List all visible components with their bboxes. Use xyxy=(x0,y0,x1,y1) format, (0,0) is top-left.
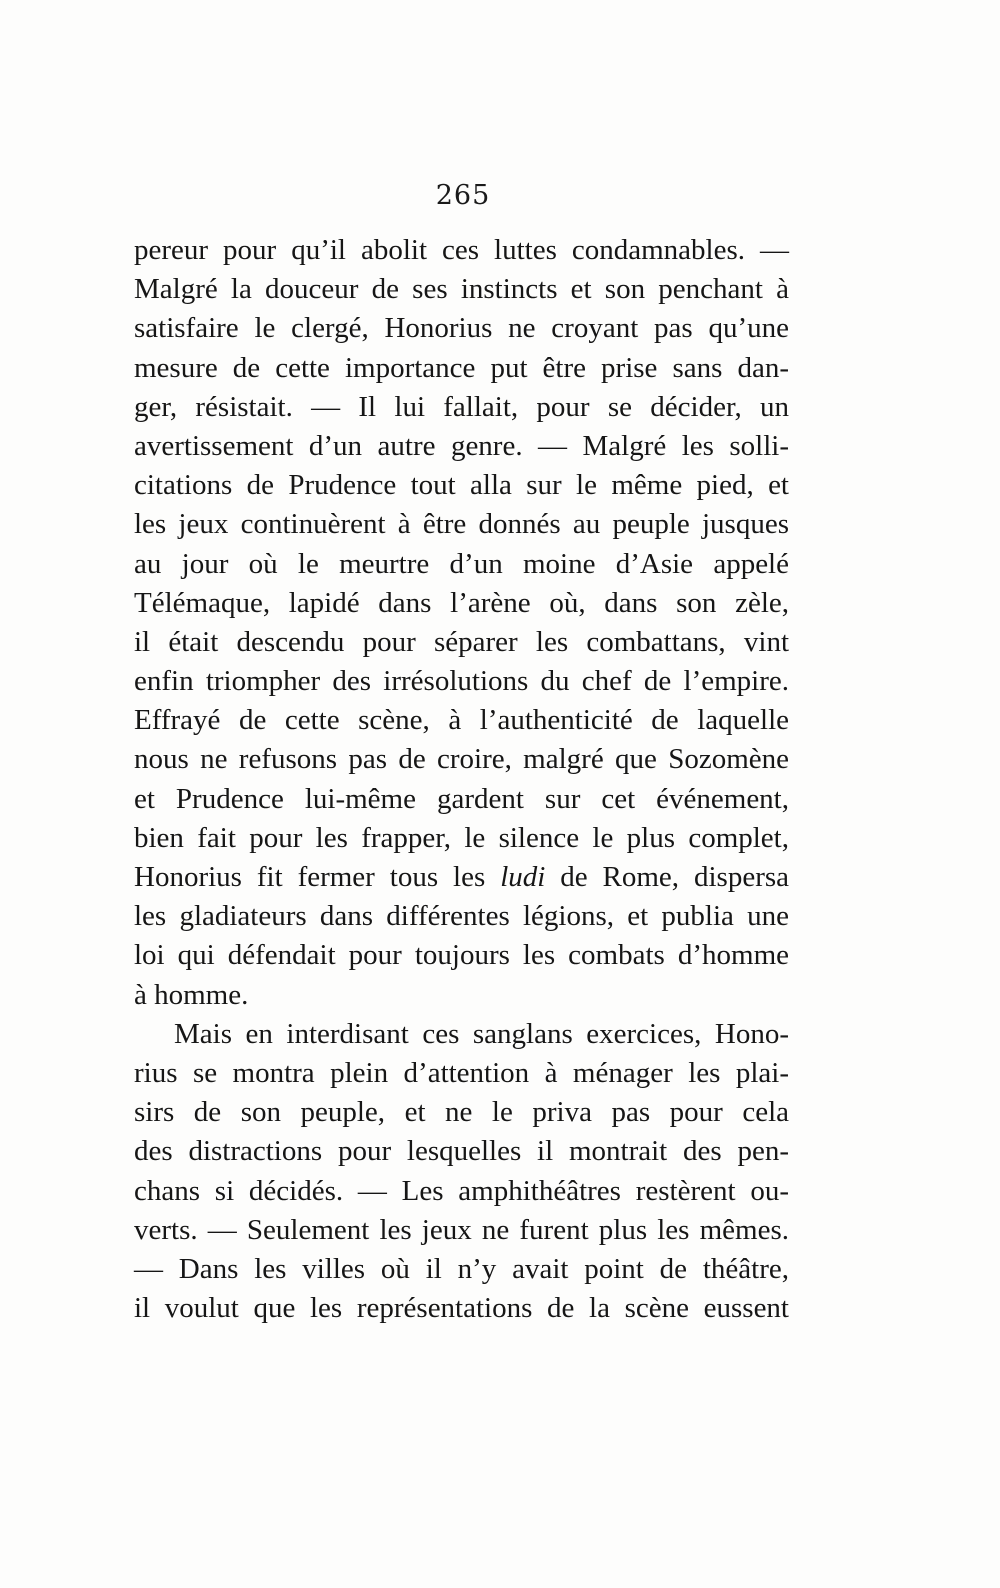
text-line: il voulut que les représentations de la scène eussent xyxy=(134,1292,789,1325)
text-line: loi qui défendait pour toujours les combats d’homme xyxy=(134,939,789,972)
body-text xyxy=(134,231,789,1328)
text-line: satisfaire le clergé, Honorius ne croyant pas qu’une xyxy=(134,312,789,345)
text-line: avertissement d’un autre genre. — Malgré les solli- xyxy=(134,429,789,462)
text-line: nous ne refusons pas de croire, malgré que Sozomène xyxy=(134,743,789,776)
text-line: mesure de cette importance put être prise sans dan- xyxy=(134,351,789,384)
text-line: citations de Prudence tout alla sur le même pied, et xyxy=(134,469,789,502)
text-line: Malgré la douceur de ses instincts et son penchant à xyxy=(134,273,789,306)
text-line: verts. — Seulement les jeux ne furent plus les mêmes. xyxy=(134,1213,789,1246)
italic-word: ludi xyxy=(500,861,546,893)
text-line: à homme. xyxy=(134,978,249,1011)
text-line: et Prudence lui-même gardent sur cet événement, xyxy=(134,782,789,815)
text-line: — Dans les villes où il n’y avait point de théâtre, xyxy=(134,1252,789,1285)
text-line: les jeux continuèrent à être donnés au peuple jusques xyxy=(134,508,789,541)
text-line: les gladiateurs dans différentes légions, et publia une xyxy=(134,900,789,933)
text-line: au jour où le meurtre d’un moine d’Asie appelé xyxy=(134,547,789,580)
text-line: chans si décidés. — Les amphithéâtres restèrent ou- xyxy=(134,1174,789,1207)
text-line: il était descendu pour séparer les combattans, vint xyxy=(134,625,789,658)
page-number: 265 xyxy=(435,180,491,211)
text-line: pereur pour qu’il abolit ces luttes condamnables. — xyxy=(134,234,789,266)
text-line: Télémaque, lapidé dans l’arène où, dans son zèle, xyxy=(134,586,789,619)
text-line: ger, résistait. — Il lui fallait, pour se décider, un xyxy=(134,390,789,423)
text-line xyxy=(134,858,789,897)
text-line: rius se montra plein d’attention à ménager les plai- xyxy=(134,1056,789,1089)
text-line: Effrayé de cette scène, à l’authenticité de laquelle xyxy=(134,704,789,737)
text-line: bien fait pour les frapper, le silence le plus complet, xyxy=(134,821,789,854)
text-line: des distractions pour lesquelles il montrait des pen- xyxy=(134,1135,789,1168)
text-line: Mais en interdisant ces sanglans exercices, Hono- xyxy=(174,1017,789,1050)
text-segment: Honorius fit fermer tous les xyxy=(134,861,501,893)
text-line: enfin triompher des irrésolutions du chef de l’empire. xyxy=(134,665,789,698)
text-line: sirs de son peuple, et ne le priva pas pour cela xyxy=(134,1096,789,1129)
text-segment: de Rome, dispersa xyxy=(545,861,790,893)
